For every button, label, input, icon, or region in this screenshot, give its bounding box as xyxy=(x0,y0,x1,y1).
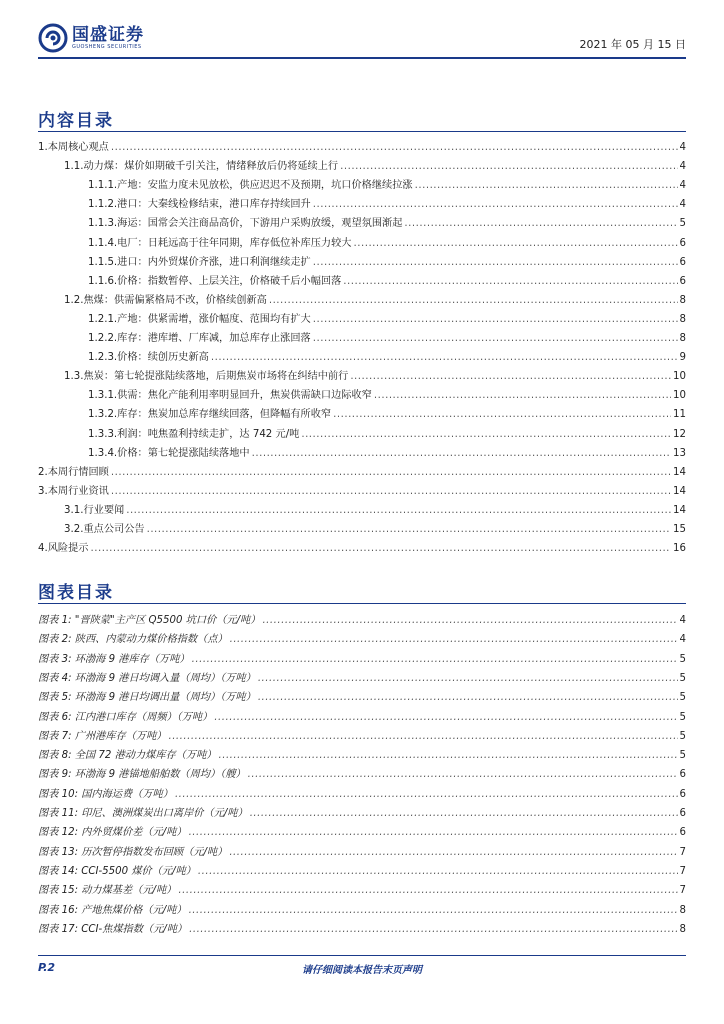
leader-dots xyxy=(189,905,678,916)
figure-entry-page: 4 xyxy=(679,634,686,646)
toc-entry-page: 6 xyxy=(679,275,686,287)
figure-entry[interactable] xyxy=(38,708,686,726)
toc-entry-page: 10 xyxy=(673,371,686,383)
leader-dots xyxy=(301,429,671,440)
toc-entry[interactable] xyxy=(38,310,686,328)
toc-entry-page: 9 xyxy=(679,352,686,364)
toc-entry-page: 4 xyxy=(679,161,686,173)
toc-entry-page: 8 xyxy=(679,333,686,344)
toc-entry[interactable] xyxy=(38,157,686,175)
toc-entry[interactable] xyxy=(38,291,686,309)
figure-entry-page: 5 xyxy=(679,672,686,684)
leader-dots xyxy=(211,352,678,363)
leader-dots xyxy=(192,654,678,665)
figure-entry-page: 7 xyxy=(679,885,686,897)
leader-dots xyxy=(175,789,678,800)
figure-entry-label: 图表 7: 广州港库存（万吨） xyxy=(38,730,167,742)
figure-entry-label: 图表 15: 动力煤基差（元/吨） xyxy=(38,885,177,897)
figure-entry[interactable] xyxy=(38,804,686,822)
figure-entry-page: 4 xyxy=(679,615,686,626)
figure-entry-page: 8 xyxy=(679,904,686,916)
toc-entry-label: 1.2.1.产地：供紧需增，涨价幅度、范围均有扩大 xyxy=(88,313,311,325)
leader-dots xyxy=(178,885,677,896)
toc-entry-page: 4 xyxy=(679,142,686,153)
toc-entry-label: 1.1.5.进口：内外贸煤价齐涨，进口利润继续走扩 xyxy=(88,256,311,268)
toc-entry-label: 1.1.1.产地：安监力度未见放松，供应迟迟不及预期，坑口价格继续拉涨 xyxy=(88,180,413,192)
toc-entry-label: 1.本周核心观点 xyxy=(38,142,109,153)
leader-dots xyxy=(90,543,671,554)
figure-entry-page: 6 xyxy=(679,827,686,839)
figure-entry[interactable] xyxy=(38,650,686,668)
leader-dots xyxy=(250,808,678,819)
figure-entry-label: 图表 6: 江内港口库存（周频）（万吨） xyxy=(38,711,213,723)
figure-entry-label: 图表 12: 内外贸煤价差（元/吨） xyxy=(38,827,187,839)
figure-entry[interactable] xyxy=(38,823,686,841)
figure-entry[interactable] xyxy=(38,688,686,706)
toc-entry-page: 10 xyxy=(673,390,686,402)
leader-dots xyxy=(340,161,677,172)
toc-entry[interactable] xyxy=(38,386,686,404)
toc-entry-label: 1.2.2.库存：港库增、厂库减，加总库存止涨回落 xyxy=(88,333,311,344)
figure-entry[interactable] xyxy=(38,669,686,687)
toc-entry[interactable] xyxy=(38,539,686,557)
toc-entry[interactable] xyxy=(38,501,686,519)
toc-entry-page: 8 xyxy=(679,313,686,325)
leader-dots xyxy=(258,673,678,684)
figure-entry-label: 图表 4: 环渤海 9 港日均调入量（周均）（万吨） xyxy=(38,672,256,684)
figure-entry[interactable] xyxy=(38,881,686,899)
toc-entry[interactable] xyxy=(38,405,686,423)
toc-entry-page: 5 xyxy=(679,218,686,230)
toc-entry[interactable] xyxy=(38,214,686,232)
toc-entry-label: 3.1.行业要闻 xyxy=(64,504,125,516)
figure-entry[interactable] xyxy=(38,920,686,938)
figure-entry-label: 图表 11: 印尼、澳洲煤炭出口离岸价（元/吨） xyxy=(38,808,248,819)
leader-dots xyxy=(126,505,671,516)
figure-entry-page: 5 xyxy=(679,711,686,723)
toc-entry-page: 11 xyxy=(673,409,686,421)
figure-entry[interactable] xyxy=(38,765,686,783)
toc-entry[interactable] xyxy=(38,272,686,290)
figure-entry[interactable] xyxy=(38,630,686,648)
figure-entry-page: 6 xyxy=(679,808,686,819)
toc-entry-page: 14 xyxy=(673,504,686,516)
toc-entry-label: 1.2.3.价格：续创历史新高 xyxy=(88,352,209,364)
figure-entry-page: 6 xyxy=(679,788,686,800)
figure-entry-label: 图表 5: 环渤海 9 港日均调出量（周均）（万吨） xyxy=(38,692,256,704)
toc-entry-label: 1.1.4.电厂：日耗远高于往年同期，库存低位补库压力较大 xyxy=(88,237,352,249)
leader-dots xyxy=(353,238,677,249)
toc-title-divider xyxy=(38,131,686,132)
toc-entry-label: 1.1.6.价格：指数暂停、上层关注，价格破千后小幅回落 xyxy=(88,275,342,287)
figure-entry-page: 8 xyxy=(679,923,686,935)
leader-dots xyxy=(313,257,678,268)
leader-dots xyxy=(333,409,671,420)
toc-entry[interactable] xyxy=(38,176,686,194)
toc-entry-page: 16 xyxy=(673,543,686,555)
figures-title: 图表目录 xyxy=(38,583,114,603)
leader-dots xyxy=(147,524,671,535)
leader-dots xyxy=(189,924,677,935)
toc-entry-label: 1.3.3.利润：吨焦盈利持续走扩，达 742 元/吨 xyxy=(88,428,300,440)
leader-dots xyxy=(415,180,678,191)
brand-logo xyxy=(38,20,144,56)
leader-dots xyxy=(111,467,671,478)
figure-entry-label: 图表 10: 国内海运费（万吨） xyxy=(38,788,173,800)
leader-dots xyxy=(313,314,678,325)
brand-name: 国盛证券 xyxy=(72,24,144,45)
figure-entry-page: 5 xyxy=(679,750,686,762)
toc-entry-label: 1.1.3.海运：国常会关注商品高价，下游用户采购放缓，观望氛围渐起 xyxy=(88,218,403,230)
footer-divider xyxy=(38,955,686,956)
figure-entry-label: 图表 9: 环渤海 9 港锚地船舶数（周均）（艘） xyxy=(38,769,246,781)
toc-entry-label: 2.本周行情回顾 xyxy=(38,466,109,478)
toc-entry[interactable] xyxy=(38,234,686,252)
leader-dots xyxy=(252,448,671,459)
figure-entry-page: 6 xyxy=(679,769,686,781)
page-number: P.2 xyxy=(38,961,56,974)
figure-entry[interactable] xyxy=(38,843,686,861)
leader-dots xyxy=(111,142,678,153)
leader-dots xyxy=(229,847,677,858)
toc-title: 内容目录 xyxy=(38,111,114,131)
toc-entry[interactable] xyxy=(38,463,686,481)
toc-entry-page: 13 xyxy=(673,447,686,459)
toc-entry-label: 3.2.重点公司公告 xyxy=(64,524,145,535)
toc-entry-label: 1.3.4.价格：第七轮提涨陆续落地中 xyxy=(88,447,250,459)
disclaimer-note: 请仔细阅读本报告末页声明 xyxy=(302,965,422,976)
figure-entry[interactable] xyxy=(38,901,686,919)
figure-entry-label: 图表 1: "晋陕蒙"主产区 Q5500 坑口价（元/吨） xyxy=(38,615,261,626)
figure-entry-page: 5 xyxy=(679,692,686,704)
figures-title-divider xyxy=(38,603,686,604)
figure-entry-label: 图表 17: CCI-焦煤指数（元/吨） xyxy=(38,923,188,935)
leader-dots xyxy=(258,692,678,703)
leader-dots xyxy=(269,295,678,306)
figure-entry-page: 7 xyxy=(679,865,686,877)
toc-entry-label: 1.3.2.库存：焦炭加总库存继续回落，但降幅有所收窄 xyxy=(88,409,332,421)
toc-entry[interactable] xyxy=(38,253,686,271)
brand-logo-icon xyxy=(38,23,68,53)
figure-entry-page: 5 xyxy=(679,653,686,665)
toc-entry[interactable] xyxy=(38,425,686,443)
figure-entry-page: 5 xyxy=(679,730,686,742)
page-header xyxy=(38,20,686,60)
figure-entry-label: 图表 8: 全国 72 港动力煤库存（万吨） xyxy=(38,750,217,762)
toc-entry-page: 8 xyxy=(679,294,686,306)
leader-dots xyxy=(262,615,677,626)
leader-dots xyxy=(404,218,677,229)
leader-dots xyxy=(230,634,678,645)
toc-entry-page: 4 xyxy=(679,180,686,192)
leader-dots xyxy=(168,731,677,742)
toc-entry[interactable] xyxy=(38,367,686,385)
toc-entry-label: 4.风险提示 xyxy=(38,543,89,555)
figure-entry-label: 图表 3: 环渤海 9 港库存（万吨） xyxy=(38,653,190,665)
brand-name-en: GUOSHENG SECURITIES xyxy=(72,43,142,50)
leader-dots xyxy=(313,333,678,344)
toc-entry-page: 14 xyxy=(673,466,686,478)
leader-dots xyxy=(214,712,677,723)
toc-entry-label: 1.3.焦炭：第七轮提涨陆续落地，后期焦炭市场将在纠结中前行 xyxy=(64,371,349,383)
figure-entry[interactable] xyxy=(38,727,686,745)
leader-dots xyxy=(374,390,671,401)
toc-entry[interactable] xyxy=(38,482,686,500)
figure-entry[interactable] xyxy=(38,785,686,803)
leader-dots xyxy=(313,199,678,210)
figure-entry-label: 图表 13: 历次暂停指数发布回顾（元/吨） xyxy=(38,846,228,858)
leader-dots xyxy=(198,866,678,877)
toc-entry[interactable] xyxy=(38,520,686,538)
toc-entry-label: 1.2.焦煤：供需偏紧格局不改，价格续创新高 xyxy=(64,294,267,306)
toc-entry[interactable] xyxy=(38,195,686,213)
leader-dots xyxy=(111,486,671,497)
figure-entry-page: 7 xyxy=(679,846,686,858)
toc-entry[interactable] xyxy=(38,138,686,156)
toc-entry-label: 1.1.动力煤：煤价如期破千引关注，情绪释放后仍将延续上行 xyxy=(64,161,339,173)
toc-entry-label: 3.本周行业资讯 xyxy=(38,485,109,497)
leader-dots xyxy=(189,827,678,838)
figure-entry-label: 图表 16: 产地焦煤价格（元/吨） xyxy=(38,904,187,916)
toc-entry-page: 6 xyxy=(679,237,686,249)
figure-entry-label: 图表 14: CCI-5500 煤价（元/吨） xyxy=(38,865,196,877)
figure-entry[interactable] xyxy=(38,746,686,764)
toc-entry-page: 4 xyxy=(679,199,686,211)
leader-dots xyxy=(343,276,677,287)
leader-dots xyxy=(218,750,677,761)
report-date: 2021 年 05 月 15 日 xyxy=(579,38,686,51)
figure-entry[interactable] xyxy=(38,862,686,880)
figure-entry[interactable] xyxy=(38,611,686,629)
leader-dots xyxy=(248,769,678,780)
toc-entry-label: 1.3.1.供需：焦化产能利用率明显回升，焦炭供需缺口边际收窄 xyxy=(88,390,372,402)
toc-entry-page: 15 xyxy=(673,524,686,535)
toc-entry[interactable] xyxy=(38,348,686,366)
leader-dots xyxy=(350,371,671,382)
toc-entry-page: 12 xyxy=(673,428,686,440)
figure-entry-label: 图表 2: 陕西、内蒙动力煤价格指数（点） xyxy=(38,634,228,646)
toc-entry[interactable] xyxy=(38,329,686,347)
toc-entry-label: 1.1.2.港口：大秦线检修结束，港口库存持续回升 xyxy=(88,199,311,211)
toc-entry-page: 6 xyxy=(679,256,686,268)
toc-entry-page: 14 xyxy=(673,485,686,497)
header-divider xyxy=(38,57,686,59)
toc-entry[interactable] xyxy=(38,444,686,462)
